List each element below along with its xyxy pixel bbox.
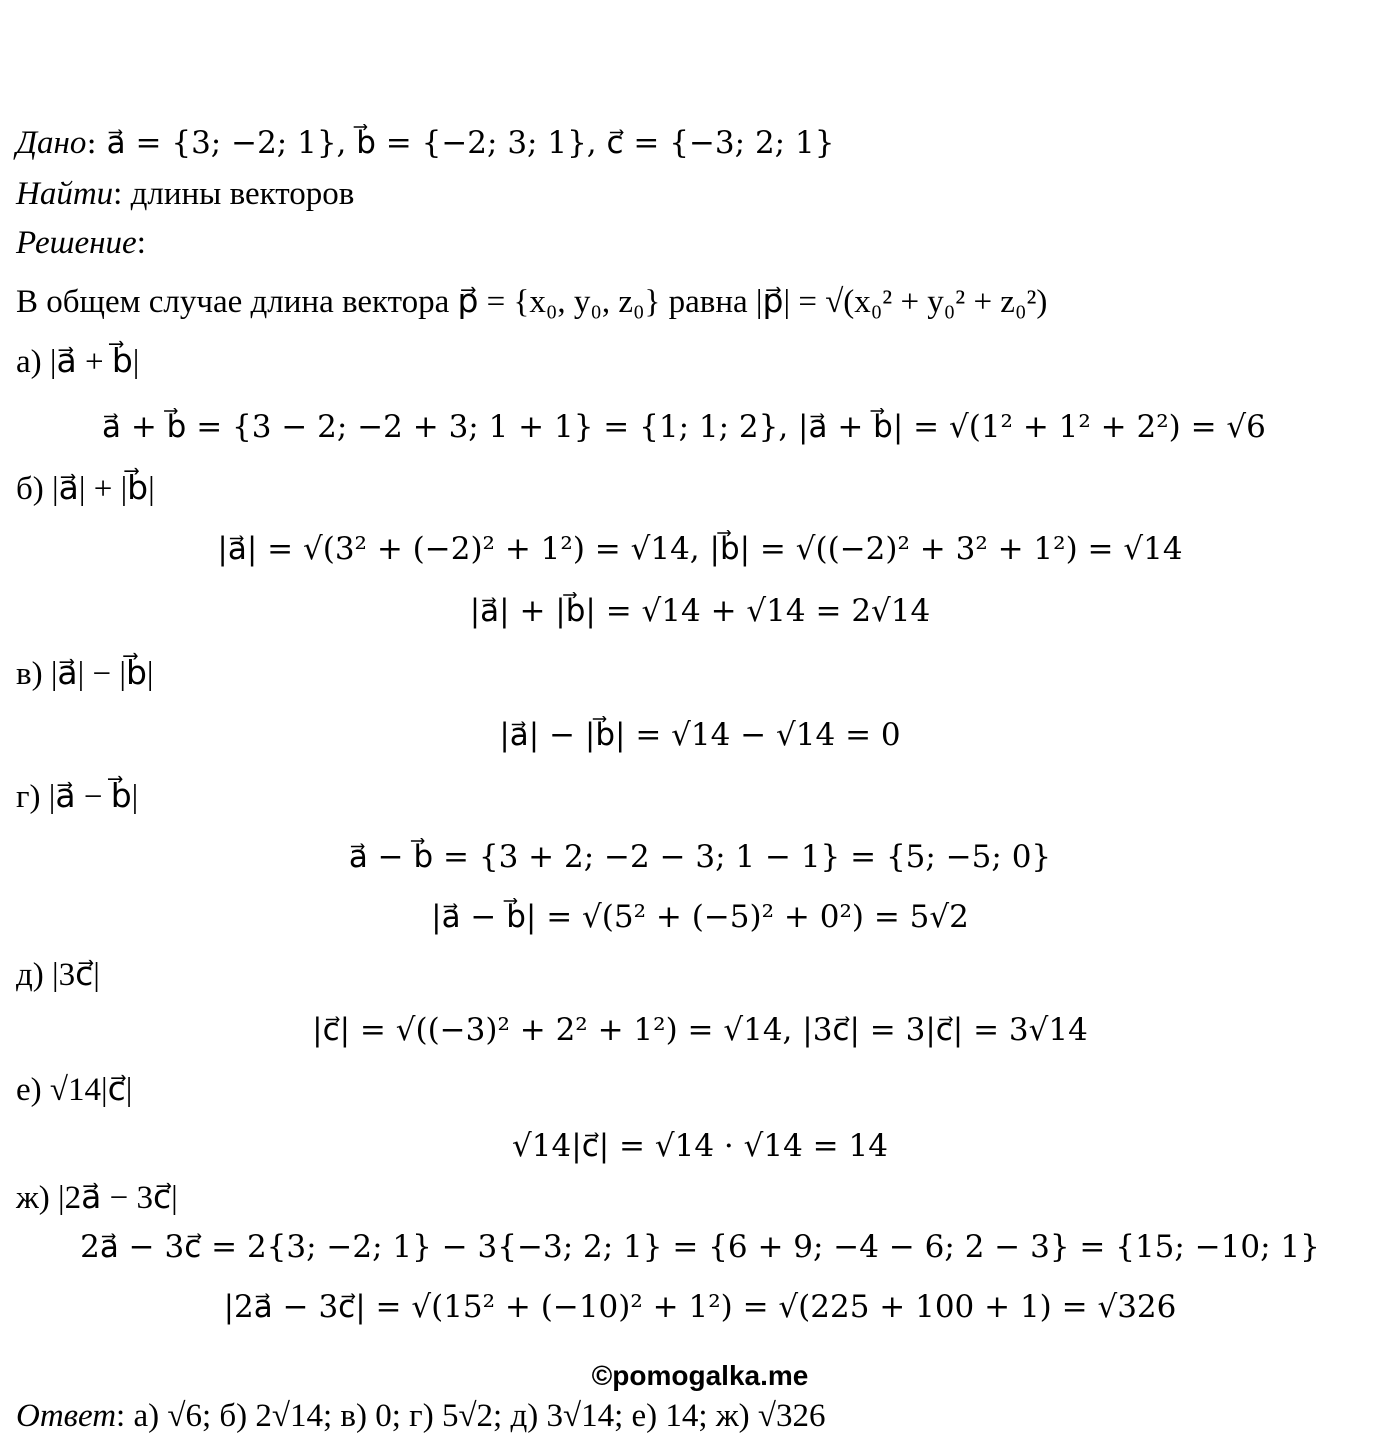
part-b-line-1: |a⃗| = √(3² + (−2)² + 1²) = √14, |b⃗| = √((−2)² + 3² + 1²) = √14 [217,531,1183,567]
part-v-heading: в) |a⃗| − |b⃗| [16,656,154,692]
solution-label: Решение [16,225,137,261]
part-g-line-1: a⃗ − b⃗ = {3 + 2; −2 − 3; 1 − 1} = {5; −5; 0} [348,839,1052,875]
part-e-line-1: √14|c⃗| = √14 · √14 = 14 [512,1128,888,1164]
part-b-line-2: |a⃗| + |b⃗| = √14 + √14 = 2√14 [469,593,931,629]
part-zh-line-2: |2a⃗ − 3c⃗| = √(15² + (−10)² + 1²) = √(225 + 100 + 1) = √326 [223,1289,1177,1325]
part-v-line-1: |a⃗| − |b⃗| = √14 − √14 = 0 [499,717,901,753]
part-d-line-1: |c⃗| = √((−3)² + 2² + 1²) = √14, |3c⃗| = 3|c⃗| = 3√14 [312,1012,1088,1048]
given-line [16,123,834,163]
part-g-heading: г) |a⃗ − b⃗| [16,779,139,815]
watermark: ©pomogalka.me [591,1360,809,1391]
solution-line [16,223,146,263]
part-e-heading: е) √14|c⃗| [16,1072,133,1108]
part-a-line-1: a⃗ + b⃗ = {3 − 2; −2 + 3; 1 + 1} = {1; 1; 2}, |a⃗ + b⃗| = √(1² + 1² + 2²) = √6 [102,409,1266,445]
part-b-heading: б) |a⃗| + |b⃗| [16,471,155,507]
answer-label: Ответ [16,1398,117,1434]
find-line [16,174,354,214]
part-zh-heading: ж) |2a⃗ − 3c⃗| [16,1180,178,1216]
solution-text: : [136,225,146,261]
answer-text: : а) √6; б) 2√14; в) 0; г) 5√2; д) 3√14; е) 14; ж) √326 [116,1398,826,1434]
part-a-heading: а) |a⃗ + b⃗| [16,344,140,380]
answer-line [16,1396,825,1436]
part-d-heading: д) |3c⃗| [16,957,100,993]
given-label: Дано [16,125,87,161]
find-label: Найти [16,176,114,212]
part-zh-line-1: 2a⃗ − 3c⃗ = 2{3; −2; 1} − 3{−3; 2; 1} = {6 + 9; −4 − 6; 2 − 3} = {15; −10; 1} [80,1229,1320,1265]
find-text: : длины векторов [113,176,355,212]
given-text: : a⃗ = {3; −2; 1}, b⃗ = {−2; 3; 1}, c⃗ = {−3; 2; 1} [86,125,835,161]
part-g-line-2: |a⃗ − b⃗| = √(5² + (−5)² + 0²) = 5√2 [431,899,969,935]
general-formula: В общем случае длина вектора p⃗ = {x₀, y₀, z₀} равна |p⃗| = √(x₀² + y₀² + z₀²) [16,284,1048,320]
